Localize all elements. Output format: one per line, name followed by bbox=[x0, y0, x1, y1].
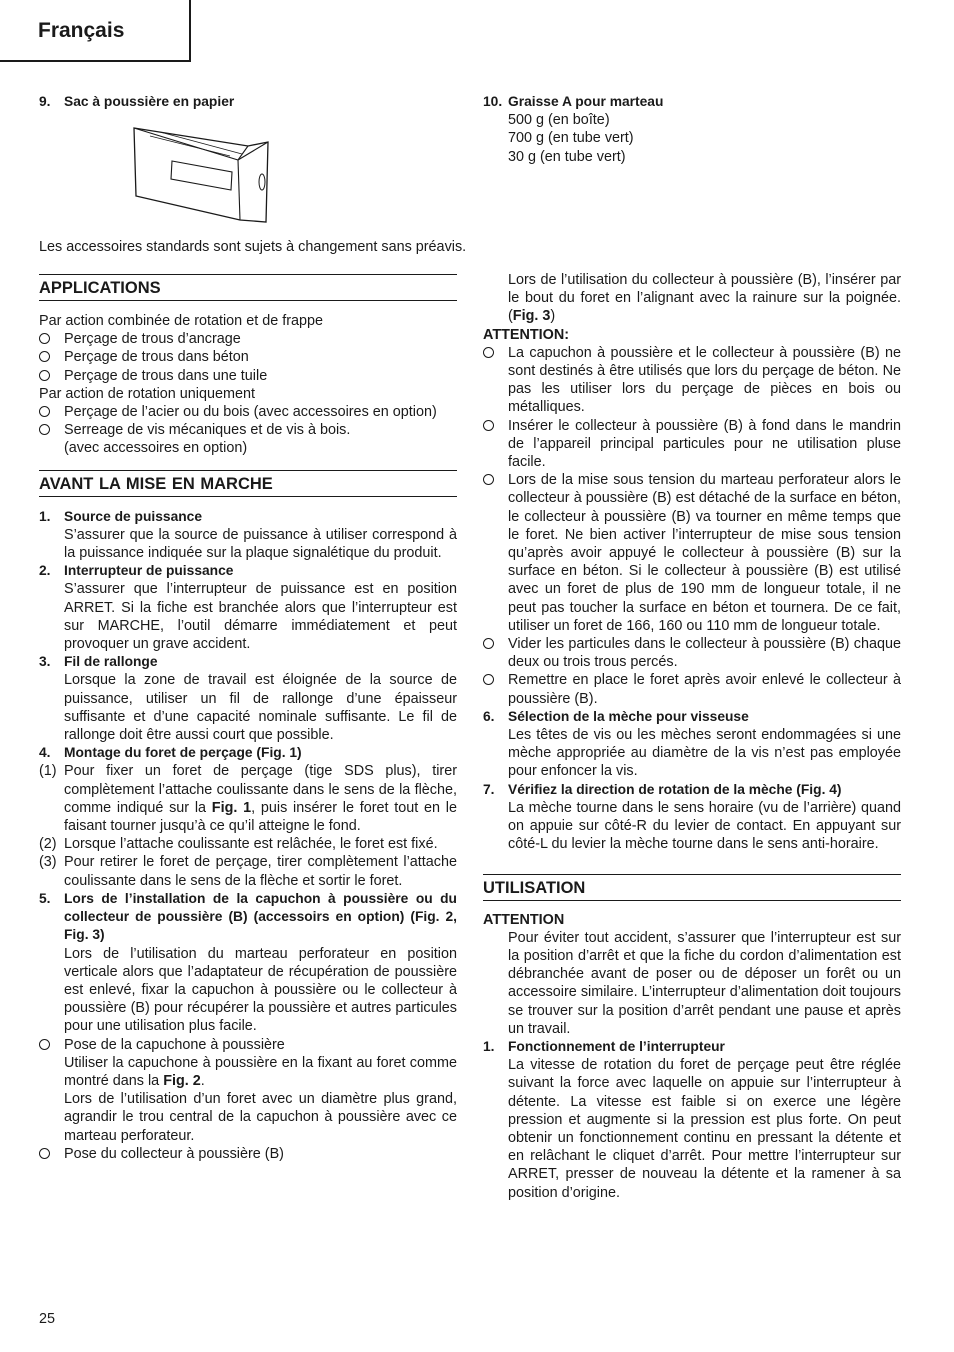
accessories-note: Les accessoires standards sont sujets à changement sans préavis. bbox=[39, 239, 467, 255]
accessory-10-title: Graisse A pour marteau bbox=[508, 94, 664, 109]
list-item: Perçage de trous dans une tuile bbox=[39, 367, 457, 385]
avant-heading: AVANT LA MISE EN MARCHE bbox=[39, 470, 457, 497]
applications-heading: APPLICATIONS bbox=[39, 274, 457, 301]
list-item: La capuchon à poussière et le collecteur à poussière (B) ne sont destinés à être utilisés que lors du perçage de béton. Ne pas les utiliser lors du perçage de pièces en bois ou métalliques. bbox=[483, 344, 901, 417]
utilisation-attention-text: Pour éviter tout accident, s’assurer que l’interrupteur est sur la position d’arrêt et que la fiche du cordon d’alimentation est débranchée avant de poser ou de déposer un forêt ou un accessoire similaire. L’interrupteur d’alimentation doit toujours se trouver sur la position d’arrêt pendant une pause et après un travail. bbox=[508, 929, 901, 1037]
attention-label: ATTENTION bbox=[483, 911, 565, 928]
grease-line: 30 g (en tube vert) bbox=[508, 148, 626, 165]
circle-bullet-icon bbox=[483, 674, 494, 685]
accessory-9-title: Sac à poussière en papier bbox=[64, 94, 235, 109]
section-2-heading: 2. Interrupteur de puissance bbox=[39, 563, 234, 579]
step-item: (3) Pour retirer le foret de perçage, tirer complètement l’attache coulissante dans le sens de la flèche et sortir le foret. bbox=[39, 854, 457, 889]
section-5-text: Lors de l’utilisation du marteau perforateur en position verticale alors que l’adaptateur de récupération de poussière est enlevé, fixar la capuchon à poussière ou le collecteur à poussière (B) pour récupérer la poussière et autres particules pour une utilisation plus facile. bbox=[64, 945, 457, 1035]
list-item: Perçage de trous dans béton bbox=[39, 348, 457, 366]
circle-bullet-icon bbox=[39, 333, 50, 344]
section-6-heading: 6. Sélection de la mèche pour visseuse bbox=[483, 708, 749, 724]
applications-intro: Par action de rotation uniquement bbox=[39, 385, 256, 402]
circle-bullet-icon bbox=[39, 370, 50, 381]
dust-collector-text: Lors de l’utilisation du collecteur à poussière (B), l’insérer par le bout du foret en l’alignant avec la rainure sur la poignée. (Fig. 3) bbox=[508, 272, 901, 325]
utilisation-section-1-text: La vitesse de rotation du foret de perçage peut être réglée suivant la force avec laquelle on appuie sur l’interrupteur à détente. La vitesse est faible si on exerce une légère pression et augmente si la pression est plus forte. On peut obtenir un fonctionnement continu en pressant la détente et en relâchant le cliquet d’arrêt. Pour mettre l’interrupteur sur ARRET, presser de nouveau la détente et la ramener à sa position d’origine. bbox=[508, 1057, 901, 1201]
grease-line: 500 g (en boîte) bbox=[508, 112, 610, 129]
list-item: Perçage de l’acier ou du bois (avec accessoires en option) bbox=[39, 403, 457, 421]
dust-cap-text: Lors de l’utilisation d’un foret avec un diamètre plus grand, agrandir le trou central de la capuchon à poussière avec ce marteau perforateur. bbox=[64, 1091, 457, 1144]
circle-bullet-icon bbox=[39, 1039, 50, 1050]
accessory-item-10: 10. Graisse A pour marteau 500 g (en boîte) 700 g (en tube vert) 30 g (en tube vert) bbox=[483, 93, 901, 166]
section-2-text: S’assurer que l’interrupteur de puissance est en position ARRET. Si la fiche est branchée alors que l’interrupteur est sur MARCHE, l’outil démarre immédiatement et peut provoquer un grave accident. bbox=[64, 581, 457, 653]
list-item: Remettre en place le foret après avoir enlevé le collecteur à poussière (B). bbox=[483, 671, 901, 707]
circle-bullet-icon bbox=[39, 424, 50, 435]
list-item: Lors de la mise sous tension du marteau perforateur alors le collecteur à poussière (B) est détaché de la surface en béton, le collecteur à poussière (B) va tourner en même temps que le foret. Ne bien activer l’interrupteur de mise sous tension qu’après avoir appuyé le collecteur à poussière (B) sur la surface en béton. Si le collecteur à poussière (B) est utilisé avec un foret de plus de 190 mm de longueur totale, il ne peut pas toucher la surface en béton et tournera. De ce fait, utiliser un foret de 166, 160 ou 110 mm de longueur totale. bbox=[483, 471, 901, 635]
circle-bullet-icon bbox=[483, 420, 494, 431]
figure-reference: Fig. 2 bbox=[163, 1072, 201, 1089]
accessory-item-9: 9. Sac à poussière en papier bbox=[39, 94, 235, 109]
utilisation-section-1-heading: 1. Fonctionnement de l’interrupteur bbox=[483, 1038, 725, 1054]
section-3-heading: 3. Fil de rallonge bbox=[39, 654, 158, 670]
right-column bbox=[483, 271, 901, 1202]
section-6-text: Les têtes de vis ou les mèches seront endommagées si une mèche appropriée au diamètre de la vis n’est pas employée pour enfoncer la vis. bbox=[508, 727, 901, 780]
list-item: Insérer le collecteur à poussière (B) à fond dans le mandrin de l’appareil principal particules pour ne utilisation pluse facile. bbox=[483, 417, 901, 472]
section-1-text: S’assurer que la source de puissance à utiliser correspond à la puissance indiquée sur la plaque signalétique du produit. bbox=[64, 526, 457, 562]
section-7-heading: 7. Vérifiez la direction de rotation de la mèche (Fig. 4) bbox=[483, 781, 842, 797]
language-tab bbox=[0, 0, 191, 62]
step-item: (2) Lorsque l’attache coulissante est relâchée, le foret est fixé. bbox=[39, 836, 438, 853]
section-3-text: Lorsque la zone de travail est éloignée de la source de puissance, utiliser un fil de rallonge d’une épaisseur suffisante et d’une capacité nominale suffisante. Le fil de rallonge doit être aussi court que possible. bbox=[64, 672, 457, 744]
circle-bullet-icon bbox=[483, 638, 494, 649]
circle-bullet-icon bbox=[483, 474, 494, 485]
section-4-heading: 4. Montage du foret de perçage (Fig. 1) bbox=[39, 745, 302, 761]
step-item: (1) Pour fixer un foret de perçage (tige SDS plus), tirer complètement l’attache coulissante dans le sens de la flèche, comme indiqué sur la Fig. 1, puis insérer le foret tout en le faisant tourner jusqu’à ce qu’il atteigne le fond. bbox=[39, 763, 457, 835]
section-7-text: La mèche tourne dans le sens horaire (vu de l’arrière) quand on appuie sur côté-R du levier de contact. En appuyant sur côté-L du levier la mèche tourne dans le sens anti-horaire. bbox=[508, 799, 901, 853]
circle-bullet-icon bbox=[39, 351, 50, 362]
attention-label: ATTENTION: bbox=[483, 326, 570, 343]
language-label: Français bbox=[38, 19, 125, 42]
page-number: 25 bbox=[39, 1311, 56, 1327]
dust-cap-text: Utiliser la capuchone à poussière en la fixant au foret comme montré dans la Fig. 2. bbox=[64, 1054, 457, 1089]
list-item-note: (avec accessoires en option) bbox=[64, 440, 248, 457]
grease-line: 700 g (en tube vert) bbox=[508, 130, 634, 147]
circle-bullet-icon bbox=[39, 1148, 50, 1159]
list-item: Perçage de trous d’ancrage bbox=[39, 330, 457, 348]
list-item: Serreage de vis mécaniques et de vis à bois. bbox=[39, 421, 457, 439]
list-item: Pose de la capuchone à poussière bbox=[39, 1036, 457, 1054]
section-5-heading: 5. Lors de l’installation de la capuchon à poussière ou du collecteur de poussière (B) (accessoirs en option) (Fig. 2, Fig. 3) bbox=[39, 890, 457, 943]
figure-reference: Fig. 1 bbox=[211, 799, 252, 816]
paper-dust-bag-illustration bbox=[130, 124, 272, 226]
section-1-heading: 1. Source de puissance bbox=[39, 508, 203, 524]
utilisation-heading: UTILISATION bbox=[483, 874, 901, 901]
applications-intro: Par action combinée de rotation et de frappe bbox=[39, 313, 323, 329]
list-item: Pose du collecteur à poussière (B) bbox=[39, 1145, 457, 1163]
figure-reference: Fig. 3 bbox=[512, 308, 551, 325]
circle-bullet-icon bbox=[483, 347, 494, 358]
list-item: Vider les particules dans le collecteur à poussière (B) chaque deux ou trois trous percés. bbox=[483, 635, 901, 671]
circle-bullet-icon bbox=[39, 406, 50, 417]
left-column bbox=[39, 274, 457, 1163]
